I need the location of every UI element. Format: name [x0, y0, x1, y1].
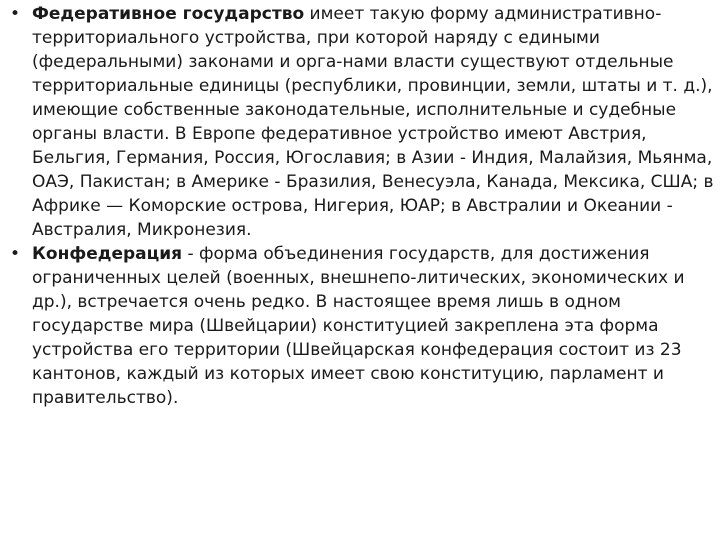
term-federative-state: Федеративное государство [32, 4, 305, 24]
definition-federative-state: имеет такую форму административно-территориального устройства, при которой наряду с едиными (федеральными) законами и орга-нами власти существуют отдельные территориальные единицы (республики, провинции, земли, штаты и т. д.), имеющие собственные законодательные, исполнительные и судебные органы власти. В Европе федеративное устройство имеют Австрия, Бельгия, Германия, Россия, Югославия; в Азии - Индия, Малайзия, Мьянма, ОАЭ, Пакистан; в Америке - Бразилия, Венесуэла, Канада, Мексика, США; в Африке — Коморские острова, Нигерия, ЮАР; в Австралии и Океании - Австралия, Микронезия. [32, 4, 714, 240]
bullet-marker: • [10, 244, 21, 264]
bullet-marker: • [10, 4, 21, 24]
bullet-federative-state [10, 2, 715, 242]
bullet-list [10, 2, 715, 410]
term-confederation: Конфедерация [32, 244, 183, 264]
definition-confederation: - форма объединения государств, для достижения ограниченных целей (военных, внешнепо-литических, экономических и др.), встречается очень редко. В настоящее время лишь в одном государстве мира (Швейцарии) конституцией закреплена эта форма устройства его территории (Швейцарская конфедерация состоит из 23 кантонов, каждый из которых имеет свою конституцию, парламент и правительство). [32, 244, 685, 408]
bullet-confederation [10, 242, 715, 410]
